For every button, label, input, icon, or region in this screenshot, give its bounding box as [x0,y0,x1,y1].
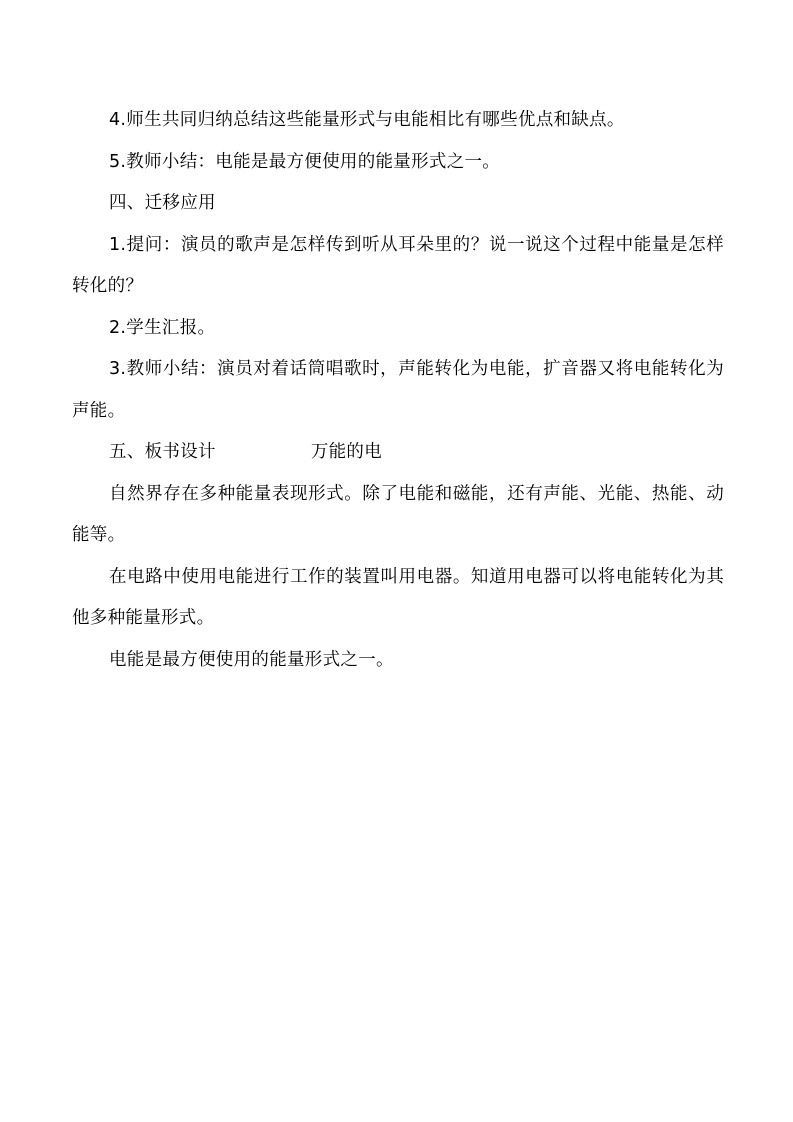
board-design-label: 五、板书设计 [109,442,216,462]
paragraph-question: 1.提问：演员的歌声是怎样传到听从耳朵里的？说一说这个过程中能量是怎样转化的？ [72,234,724,296]
paragraph-summary-pros-cons: 4.师生共同归纳总结这些能量形式与电能相比有哪些优点和缺点。 [109,110,625,130]
paragraph-student-report: 2.学生汇报。 [109,317,216,338]
board-paragraph-appliances: 在电路中使用电能进行工作的装置叫用电器。知道用电器可以将电能转化为其他多种能量形式。 [72,566,724,628]
board-paragraph-energy-forms: 自然界存在多种能量表现形式。除了电能和磁能，还有声能、光能、热能、动能等。 [72,483,724,545]
paragraph-teacher-summary: 5.教师小结：电能是最方便使用的能量形式之一。 [109,151,501,172]
section-heading-board-design [72,432,724,474]
board-design-title: 万能的电 [310,442,383,462]
section-heading-transfer-application: 四、迁移应用 [109,193,216,213]
board-paragraph-electric-energy: 电能是最方便使用的能量形式之一。 [109,649,394,670]
paragraph-teacher-conclusion: 3.教师小结：演员对着话筒唱歌时，声能转化为电能，扩音器又将电能转化为声能。 [72,359,724,421]
document-page [72,100,724,681]
